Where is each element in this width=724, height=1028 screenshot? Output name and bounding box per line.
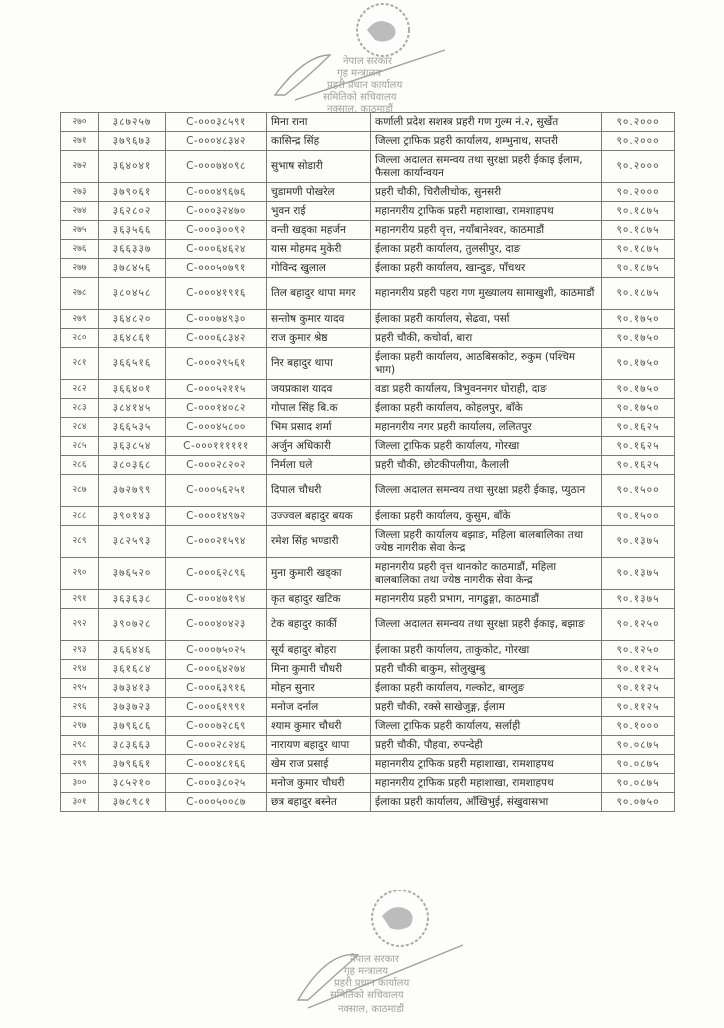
candidate-code-cell: C-०००२८२०२: [166, 456, 267, 475]
table-row: [61, 132, 675, 151]
candidate-name-cell: मनोज कुमार चौधरी: [267, 774, 371, 793]
roll-number-cell: ३६१६८४: [99, 660, 166, 679]
score-cell: ९०.११२५: [602, 660, 675, 679]
candidate-code-cell: C-०००३२४७०: [166, 202, 267, 221]
office-cell: जिल्ला ट्राफिक प्रहरी कार्यालय, गोरखा: [371, 437, 602, 456]
serial-number-cell: २९५: [61, 679, 99, 698]
score-cell: ९०.२०००: [602, 113, 675, 132]
score-cell: ९०.१३७५: [602, 526, 675, 558]
score-cell: ९०.२०००: [602, 132, 675, 151]
office-cell: महानगरीय नगर प्रहरी कार्यालय, ललितपुर: [371, 418, 602, 437]
stamp-line-1: नेपाल सरकार: [350, 954, 399, 965]
candidate-code-cell: C-०००३८०२५: [166, 774, 267, 793]
candidate-name-cell: निर बहादुर थापा: [267, 348, 371, 380]
office-cell: कर्णाली प्रदेश सशस्त्र प्रहरी गण गुल्म नं.२, सुर्खेत: [371, 113, 602, 132]
serial-number-cell: २८९: [61, 526, 99, 558]
office-cell: जिल्ला अदालत समन्वय तथा सुरक्षा प्रहरी ईकाइ ईलाम, फैसला कार्यान्वयन: [371, 151, 602, 183]
candidate-name-cell: छत्र बहादुर बस्नेत: [267, 793, 371, 812]
candidate-code-cell: C-०००१४९७२: [166, 507, 267, 526]
office-cell: प्रहरी चौकी, कचोर्वा, बारा: [371, 329, 602, 348]
table-row: [61, 590, 675, 609]
score-cell: ९०.११२५: [602, 679, 675, 698]
candidate-code-cell: C-०००५०७९१: [166, 259, 267, 278]
candidate-code-cell: C-०००४८१६६: [166, 755, 267, 774]
score-cell: ९०.१७५०: [602, 399, 675, 418]
candidate-name-cell: कृत बहादुर खटिक: [267, 590, 371, 609]
table-row: [61, 240, 675, 259]
office-cell: प्रहरी चौकी, चिरौलीचोक, सुनसरी: [371, 183, 602, 202]
table-row: [61, 399, 675, 418]
candidate-code-cell: C-०००७४९३०: [166, 310, 267, 329]
candidate-name-cell: दिपाल चौधरी: [267, 475, 371, 507]
candidate-name-cell: भिम प्रसाद शर्मा: [267, 418, 371, 437]
candidate-name-cell: गोपाल सिंह बि.क: [267, 399, 371, 418]
candidate-name-cell: सूर्य बहादुर बोहरा: [267, 641, 371, 660]
table-row: [61, 755, 675, 774]
candidate-code-cell: C-०००४८३४२: [166, 132, 267, 151]
score-cell: ९०.०८७५: [602, 774, 675, 793]
score-cell: ९०.१२५०: [602, 641, 675, 660]
table-row: [61, 641, 675, 660]
office-cell: प्रहरी चौकी, छोटकीपलीया, कैलाली: [371, 456, 602, 475]
score-cell: ९०.१६२५: [602, 456, 675, 475]
serial-number-cell: २८५: [61, 437, 99, 456]
score-cell: ९०.१६२५: [602, 418, 675, 437]
official-stamp-bottom: [278, 890, 478, 1024]
candidate-code-cell: C-०००४१९१६: [166, 278, 267, 310]
roll-number-cell: ३७९६८६: [99, 717, 166, 736]
candidate-name-cell: रमेश सिंह भण्डारी: [267, 526, 371, 558]
candidate-name-cell: मिना कुमारी चौधरी: [267, 660, 371, 679]
candidate-name-cell: मिना राना: [267, 113, 371, 132]
score-cell: ९०.१६२५: [602, 437, 675, 456]
serial-number-cell: २९८: [61, 736, 99, 755]
stamp-line-4: समितिको सचिवालय: [330, 990, 404, 1001]
office-cell: महानगरीय प्रहरी प्रभाग, नागढुङ्गा, काठमाडौं: [371, 590, 602, 609]
score-cell: ९०.१८७५: [602, 221, 675, 240]
candidate-name-cell: चुडामणी पोखरेल: [267, 183, 371, 202]
stamp-line-2: गृह मन्त्रालय: [344, 966, 389, 977]
table-row: [61, 475, 675, 507]
office-cell: ईलाका प्रहरी कार्यालय, खान्दुङ, पाँचथर: [371, 259, 602, 278]
score-cell: ९०.११२५: [602, 698, 675, 717]
serial-number-cell: २७९: [61, 310, 99, 329]
candidate-name-cell: नारायण बहादुर थापा: [267, 736, 371, 755]
roll-number-cell: ३७९०६१: [99, 183, 166, 202]
score-cell: ९०.१३७५: [602, 590, 675, 609]
candidate-name-cell: जयप्रकाश यादव: [267, 380, 371, 399]
serial-number-cell: २८३: [61, 399, 99, 418]
stamp-line-5: नक्साल, काठमाडौं: [327, 104, 394, 115]
roll-number-cell: ३७२७९९: [99, 475, 166, 507]
candidate-name-cell: टेक बहादुर कार्की: [267, 609, 371, 641]
results-table: [60, 112, 675, 812]
score-cell: ९०.१७५०: [602, 380, 675, 399]
office-cell: जिल्ला अदालत समन्वय तथा सुरक्षा प्रहरी ईकाइ, बझाङ: [371, 609, 602, 641]
roll-number-cell: ३८४१४५: [99, 399, 166, 418]
roll-number-cell: ३७३४१३: [99, 679, 166, 698]
stamp-line-1: नेपाल सरकार: [343, 56, 392, 67]
stamp-line-4: समितिको सचिवालय: [323, 92, 397, 103]
score-cell: ९०.२०००: [602, 183, 675, 202]
roll-number-cell: ३७६५२०: [99, 558, 166, 590]
score-cell: ९०.१८७५: [602, 202, 675, 221]
table-row: [61, 717, 675, 736]
candidate-code-cell: C-०००४५८००: [166, 418, 267, 437]
roll-number-cell: ३६३५६६: [99, 221, 166, 240]
roll-number-cell: ३६६५१६: [99, 348, 166, 380]
office-cell: ईलाका प्रहरी कार्यालय, ताकुकोट, गोरखा: [371, 641, 602, 660]
serial-number-cell: २८४: [61, 418, 99, 437]
table-row: [61, 698, 675, 717]
candidate-code-cell: C-०००७२८६९: [166, 717, 267, 736]
table-row: [61, 609, 675, 641]
roll-number-cell: ३६४८६१: [99, 329, 166, 348]
candidate-code-cell: C-०००६१९९१: [166, 698, 267, 717]
candidate-name-cell: भुवन राई: [267, 202, 371, 221]
serial-number-cell: २९४: [61, 660, 99, 679]
score-cell: ९०.१३७५: [602, 558, 675, 590]
serial-number-cell: २८०: [61, 329, 99, 348]
roll-number-cell: ३८०४५८: [99, 278, 166, 310]
candidate-code-cell: C-०००१४०८२: [166, 399, 267, 418]
table-row: [61, 774, 675, 793]
roll-number-cell: ३८३६६३: [99, 736, 166, 755]
serial-number-cell: २७८: [61, 278, 99, 310]
serial-number-cell: २७५: [61, 221, 99, 240]
table-row: [61, 151, 675, 183]
candidate-code-cell: C-०००३००९२: [166, 221, 267, 240]
score-cell: ९०.१७५०: [602, 329, 675, 348]
office-cell: प्रहरी चौकी, पौहवा, रुपन्देही: [371, 736, 602, 755]
candidate-code-cell: C-०००३८५९१: [166, 113, 267, 132]
table-row: [61, 456, 675, 475]
roll-number-cell: ३७८४५६: [99, 259, 166, 278]
roll-number-cell: ३८५२१०: [99, 774, 166, 793]
table-row: [61, 329, 675, 348]
candidate-name-cell: निर्मला घले: [267, 456, 371, 475]
candidate-code-cell: C-०००२९५६१: [166, 348, 267, 380]
office-cell: महानगरीय ट्राफिक प्रहरी महाशाखा, रामशाहपथ: [371, 755, 602, 774]
table-row: [61, 679, 675, 698]
candidate-name-cell: सुभाष सोडारी: [267, 151, 371, 183]
candidate-code-cell: C-०००४०४२३: [166, 609, 267, 641]
office-cell: जिल्ला ट्राफिक प्रहरी कार्यालय, सर्लाही: [371, 717, 602, 736]
candidate-name-cell: तिल बहादुर थापा मगर: [267, 278, 371, 310]
serial-number-cell: २९०: [61, 558, 99, 590]
serial-number-cell: २९६: [61, 698, 99, 717]
office-cell: ईलाका प्रहरी कार्यालय, आठबिसकोट, रुकुम (पश्चिम भाग): [371, 348, 602, 380]
table-row: [61, 558, 675, 590]
office-cell: महानगरीय प्रहरी वृत्त थानकोट काठमाडौं, महिला बालबालिका तथा ज्येष्ठ नागरीक सेवा केन्द्र: [371, 558, 602, 590]
candidate-code-cell: C-०००२८२४६: [166, 736, 267, 755]
stamp-line-3: प्रहरी प्रधान कार्यालय: [334, 978, 410, 989]
office-cell: प्रहरी चौकी बाकुम, सोलुखुम्बु: [371, 660, 602, 679]
score-cell: ९०.१८७५: [602, 259, 675, 278]
candidate-name-cell: सन्तोष कुमार यादव: [267, 310, 371, 329]
candidate-code-cell: C-०००६४६२४: [166, 240, 267, 259]
candidate-code-cell: C-०००७४०९८: [166, 151, 267, 183]
serial-number-cell: २९३: [61, 641, 99, 660]
stamp-line-5: नक्साल, काठमाडौं: [338, 1004, 405, 1015]
candidate-name-cell: यास मोहमद मुकेरी: [267, 240, 371, 259]
table-row: [61, 736, 675, 755]
table-row: [61, 259, 675, 278]
candidate-code-cell: C-०००५००८७: [166, 793, 267, 812]
office-cell: जिल्ला प्रहरी कार्यालय बझाङ, महिला बालबालिका तथा ज्येष्ठ नागरीक सेवा केन्द्र: [371, 526, 602, 558]
serial-number-cell: २७६: [61, 240, 99, 259]
table-row: [61, 348, 675, 380]
candidate-code-cell: C-०००५६२५१: [166, 475, 267, 507]
candidate-code-cell: C-०००७५०२५: [166, 641, 267, 660]
serial-number-cell: ३००: [61, 774, 99, 793]
roll-number-cell: ३७९६७३: [99, 132, 166, 151]
serial-number-cell: २७३: [61, 183, 99, 202]
serial-number-cell: २९९: [61, 755, 99, 774]
serial-number-cell: २९२: [61, 609, 99, 641]
serial-number-cell: २८६: [61, 456, 99, 475]
table-row: [61, 221, 675, 240]
office-cell: महानगरीय ट्राफिक प्रहरी महाशाखा, रामशाहपथ: [371, 774, 602, 793]
office-cell: जिल्ला अदालत समन्वय तथा सुरक्षा प्रहरी ईकाइ, प्युठान: [371, 475, 602, 507]
serial-number-cell: २७४: [61, 202, 99, 221]
candidate-name-cell: खेम राज प्रसाई: [267, 755, 371, 774]
table-row: [61, 793, 675, 812]
roll-number-cell: ३७९६६१: [99, 755, 166, 774]
roll-number-cell: ३७३७२३: [99, 698, 166, 717]
office-cell: ईलाका प्रहरी कार्यालय, कुसुम, बाँके: [371, 507, 602, 526]
serial-number-cell: २९१: [61, 590, 99, 609]
stamp-line-2: गृह मन्त्रालय: [337, 68, 382, 79]
candidate-name-cell: मनोज दर्नाल: [267, 698, 371, 717]
table-row: [61, 310, 675, 329]
roll-number-cell: ३६२८०२: [99, 202, 166, 221]
candidate-code-cell: C-०००६२८९६: [166, 558, 267, 590]
office-cell: जिल्ला ट्राफिक प्रहरी कार्यालय, शम्भुनाथ, सप्तरी: [371, 132, 602, 151]
roll-number-cell: ३६६३३७: [99, 240, 166, 259]
score-cell: ९०.१८७५: [602, 278, 675, 310]
stamp-line-3: प्रहरी प्रधान कार्यालय: [327, 80, 403, 91]
table-row: [61, 380, 675, 399]
serial-number-cell: २७२: [61, 151, 99, 183]
roll-number-cell: ३९०७२८: [99, 609, 166, 641]
serial-number-cell: २७१: [61, 132, 99, 151]
roll-number-cell: ३८७२५७: [99, 113, 166, 132]
candidate-name-cell: श्याम कुमार चौधरी: [267, 717, 371, 736]
candidate-code-cell: C-०००६४२७४: [166, 660, 267, 679]
score-cell: ९०.१७५०: [602, 310, 675, 329]
candidate-name-cell: गोविन्द खुलाल: [267, 259, 371, 278]
candidate-name-cell: वन्ती खड्का महर्जन: [267, 221, 371, 240]
table-row: [61, 202, 675, 221]
candidate-name-cell: उज्ज्वल बहादुर बयक: [267, 507, 371, 526]
score-cell: ९०.०८७५: [602, 736, 675, 755]
candidate-name-cell: मोहन सुनार: [267, 679, 371, 698]
serial-number-cell: ३०१: [61, 793, 99, 812]
score-cell: ९०.१२५०: [602, 609, 675, 641]
serial-number-cell: २७७: [61, 259, 99, 278]
roll-number-cell: ३८०३६८: [99, 456, 166, 475]
office-cell: ईलाका प्रहरी कार्यालय, सेढवा, पर्सा: [371, 310, 602, 329]
office-cell: ईलाका प्रहरी कार्यालय, आँखिभुई, संखुवासभा: [371, 793, 602, 812]
roll-number-cell: ३६३६३८: [99, 590, 166, 609]
roll-number-cell: ३७८९८१: [99, 793, 166, 812]
roll-number-cell: ३६३८५४: [99, 437, 166, 456]
score-cell: ९०.२०००: [602, 151, 675, 183]
candidate-name-cell: अर्जुन अधिकारी: [267, 437, 371, 456]
office-cell: ईलाका प्रहरी कार्यालय, कोहलपुर, बाँके: [371, 399, 602, 418]
table-row: [61, 278, 675, 310]
roll-number-cell: ३६४८२०: [99, 310, 166, 329]
score-cell: ९०.१८७५: [602, 240, 675, 259]
office-cell: ईलाका प्रहरी कार्यालय, गल्कोट, बाग्लुङ: [371, 679, 602, 698]
serial-number-cell: २८२: [61, 380, 99, 399]
serial-number-cell: २७०: [61, 113, 99, 132]
serial-number-cell: २८१: [61, 348, 99, 380]
score-cell: ९०.१७५०: [602, 348, 675, 380]
roll-number-cell: ३६६४४६: [99, 641, 166, 660]
serial-number-cell: २९७: [61, 717, 99, 736]
score-cell: ९०.०८७५: [602, 755, 675, 774]
table-row: [61, 507, 675, 526]
candidate-code-cell: C-०००४९६७६: [166, 183, 267, 202]
candidate-code-cell: C-०००५२११५: [166, 380, 267, 399]
score-cell: ९०.१५००: [602, 507, 675, 526]
table-row: [61, 183, 675, 202]
table-row: [61, 526, 675, 558]
candidate-code-cell: C-०००२१५९४: [166, 526, 267, 558]
table-row: [61, 418, 675, 437]
table-row: [61, 113, 675, 132]
office-cell: महानगरीय ट्राफिक प्रहरी महाशाखा, रामशाहपथ: [371, 202, 602, 221]
candidate-code-cell: C-०००६८३४२: [166, 329, 267, 348]
table-row: [61, 437, 675, 456]
candidate-name-cell: कासिन्द्र सिंह: [267, 132, 371, 151]
roll-number-cell: ३८२५९३: [99, 526, 166, 558]
roll-number-cell: ३६६५३५: [99, 418, 166, 437]
office-cell: ईलाका प्रहरी कार्यालय, तुलसीपुर, दाङ: [371, 240, 602, 259]
office-cell: महानगरीय प्रहरी पहरा गण मुख्यालय सामाखुशी, काठमाडौं: [371, 278, 602, 310]
score-cell: ९०.०७५०: [602, 793, 675, 812]
office-cell: महानगरीय प्रहरी वृत्त, नयाँबानेश्वर, काठमाडौं: [371, 221, 602, 240]
roll-number-cell: ३६६४०१: [99, 380, 166, 399]
candidate-code-cell: C-०००४७१९४: [166, 590, 267, 609]
score-cell: ९०.१०००: [602, 717, 675, 736]
table-row: [61, 660, 675, 679]
results-table-body: [61, 113, 675, 812]
candidate-code-cell: C-०००११११११: [166, 437, 267, 456]
official-stamp-top: [265, 0, 465, 118]
roll-number-cell: ३९०१४३: [99, 507, 166, 526]
score-cell: ९०.१५००: [602, 475, 675, 507]
candidate-name-cell: मुना कुमारी खड्का: [267, 558, 371, 590]
office-cell: वडा प्रहरी कार्यालय, त्रिभुवननगर घोराही, दाङ: [371, 380, 602, 399]
candidate-name-cell: राज कुमार श्रेष्ठ: [267, 329, 371, 348]
roll-number-cell: ३६४०४१: [99, 151, 166, 183]
office-cell: प्रहरी चौकी, रक्से साखेजुङ्ग, ईलाम: [371, 698, 602, 717]
serial-number-cell: २८८: [61, 507, 99, 526]
serial-number-cell: २८७: [61, 475, 99, 507]
candidate-code-cell: C-०००६३९१६: [166, 679, 267, 698]
